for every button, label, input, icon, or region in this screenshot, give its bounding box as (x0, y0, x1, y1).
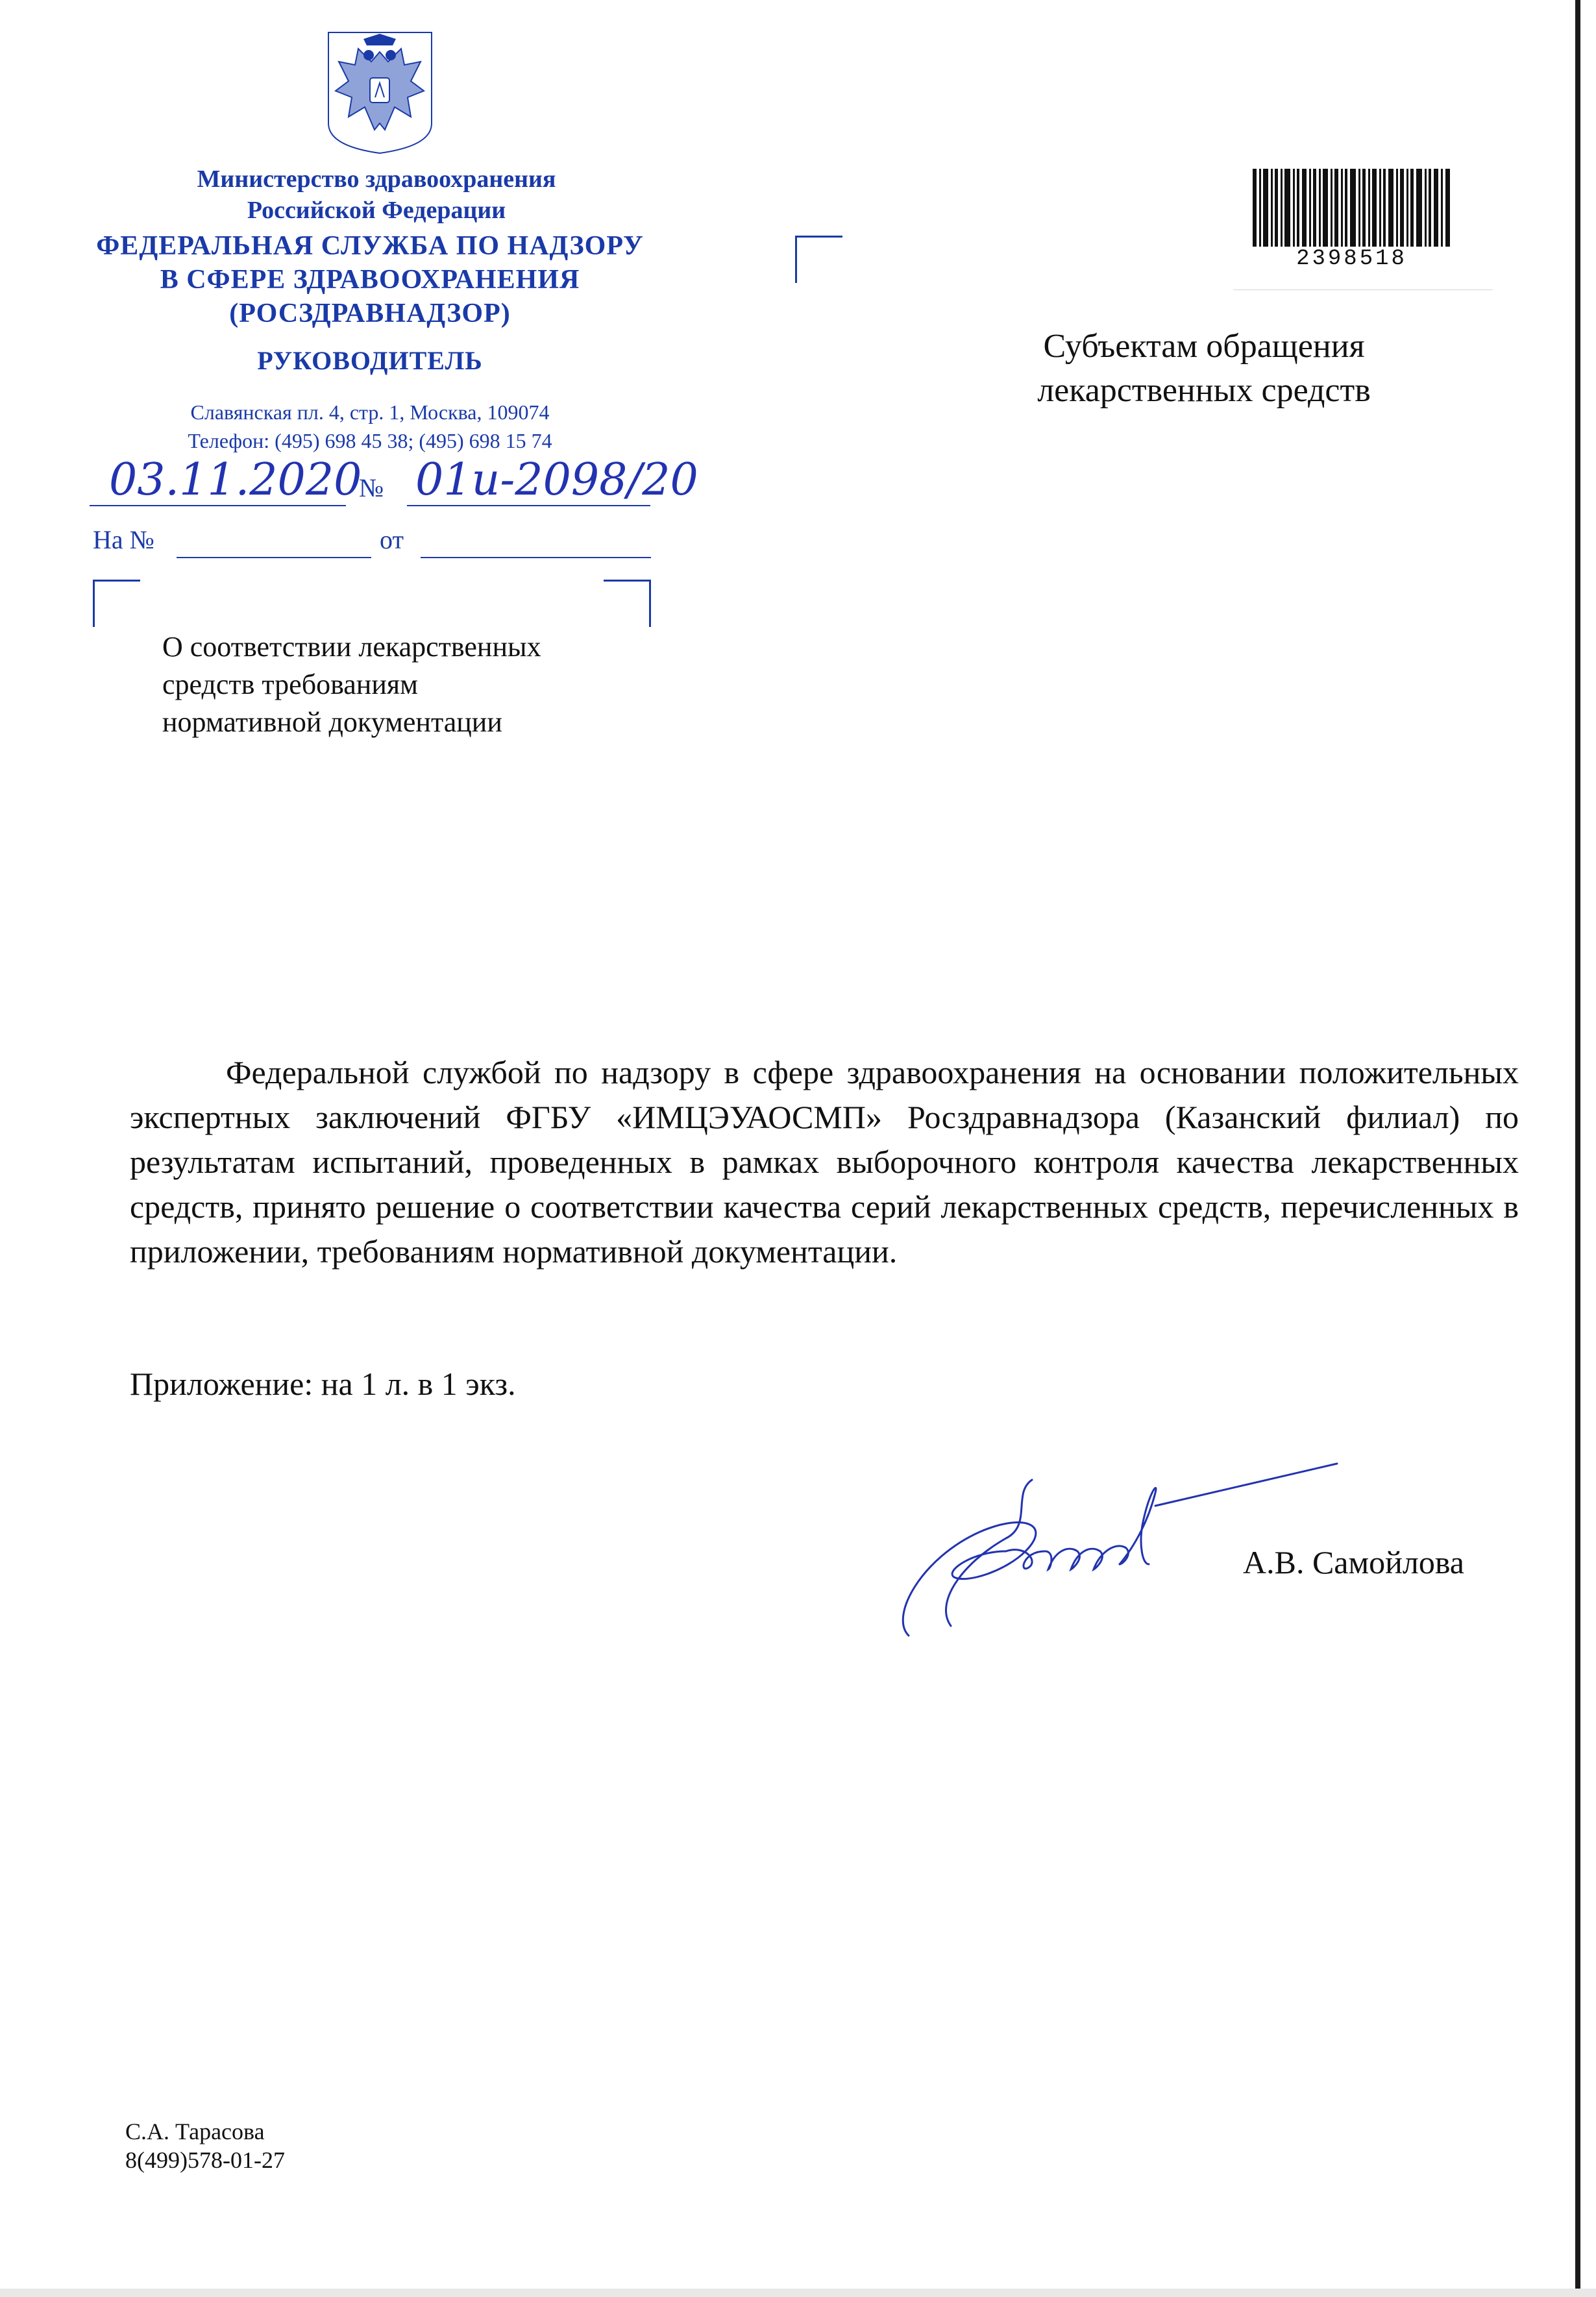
scan-edge-bottom (0, 2289, 1596, 2297)
head-title: РУКОВОДИТЕЛЬ (257, 346, 483, 375)
executor-block (125, 2117, 285, 2174)
barcode-rule (1233, 289, 1493, 290)
number-sign: № (359, 473, 384, 502)
date-underline (90, 505, 346, 506)
signer-name: А.В. Самойлова (1243, 1544, 1464, 1580)
addressee-line-1: Субъектам обращения (1043, 328, 1365, 365)
barcode-number: 2398518 (1296, 247, 1407, 271)
addressee-line-2: лекарственных средств (1037, 372, 1371, 409)
service-name (78, 229, 662, 330)
ministry-line-1: Министерство здравоохранения (197, 166, 556, 193)
addressee (977, 325, 1431, 413)
letter-subject (162, 628, 681, 741)
subject-line-3: нормативной документации (162, 706, 502, 738)
attachment-note: Приложение: на 1 л. в 1 экз. (130, 1366, 516, 1402)
number-underline (407, 505, 650, 506)
executor-name: С.А. Тарасова (125, 2119, 265, 2144)
reply-label: На № (93, 525, 154, 554)
scan-edge-right (1575, 0, 1580, 2297)
body-paragraph: Федеральной службой по надзору в сфере здравоохранения на основании положительных экспертных заключений ФГБУ «ИМЦЭУАОСМП» Росздравнадзора (Казанский филиал) по результатам испытаний, проведенных в рамках выборочного контроля качества лекарственных средств, принято решение о соответствии качества серий лекарственных средств, перечисленных в приложении, требованиям нормативной документации. (130, 1054, 1519, 1270)
subject-bracket-left (93, 580, 140, 627)
from-label: от (380, 525, 404, 554)
address: Славянская пл. 4, стр. 1, Москва, 109074 (190, 400, 550, 424)
reply-number-line (177, 557, 371, 558)
registration-number: 01и-2098/20 (415, 454, 698, 506)
ministry-line-2: Российской Федерации (247, 197, 506, 224)
service-line-2: В СФЕРЕ ЗДРАВООХРАНЕНИЯ (160, 265, 580, 295)
registration-date: 03.11.2020 (109, 454, 362, 506)
phone: Телефон: (495) 698 45 38; (495) 698 15 74 (188, 429, 552, 452)
contact-block (117, 398, 623, 455)
barcode (1253, 169, 1451, 247)
service-line-1: ФЕДЕРАЛЬНАЯ СЛУЖБА ПО НАДЗОРУ (96, 231, 644, 261)
executor-phone: 8(499)578-01-27 (125, 2147, 285, 2173)
service-line-3: (РОСЗДРАВНАДЗОР) (229, 299, 511, 328)
addressee-corner-bracket (795, 236, 842, 283)
subject-line-2: средств требованиям (162, 669, 418, 700)
coat-of-arms-icon (323, 26, 437, 156)
ministry-name (169, 164, 584, 226)
subject-bracket-right (604, 580, 651, 627)
subject-line-1: О соответствии лекарственных (162, 631, 541, 663)
reply-date-line (421, 557, 651, 558)
